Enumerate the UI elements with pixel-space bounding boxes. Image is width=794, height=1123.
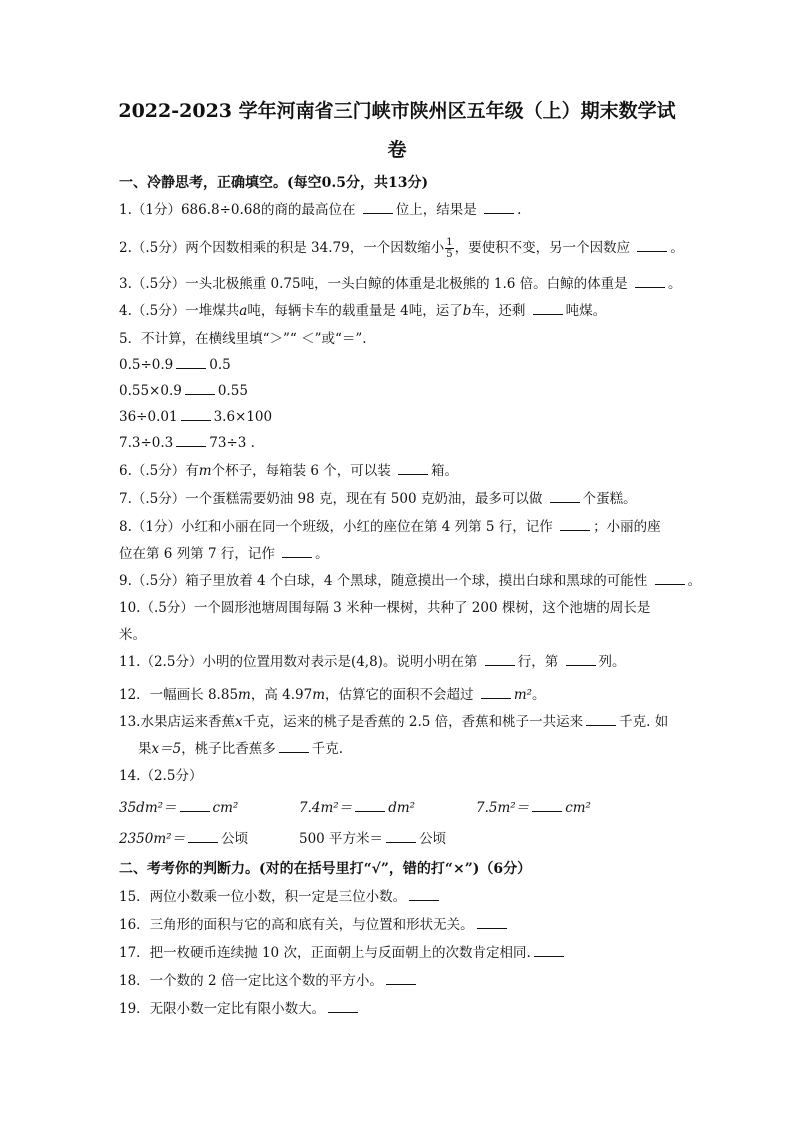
- q4-text-a: 4.（.5分）一堆煤共: [119, 303, 240, 319]
- question-8-cont: [119, 545, 329, 563]
- answer-blank[interactable]: [534, 944, 564, 957]
- answer-blank[interactable]: [637, 239, 667, 252]
- q1-text-c: .: [517, 202, 522, 218]
- q1-text-b: 位上，结果是: [395, 202, 477, 218]
- section2-heading: 二、考考你的判断力。(对的在括号里打“√”，错的打“×”)（6分）: [119, 861, 532, 877]
- answer-blank[interactable]: [181, 408, 211, 421]
- judgement-item: [119, 972, 419, 990]
- answer-blank[interactable]: [481, 686, 511, 699]
- judgement-item: [119, 888, 442, 906]
- q3-text-a: 3.（.5分）一头北极熊重 0.75吨，一头白鲸的体重是北极熊的 1.6 倍。白鲸的体重是: [119, 276, 628, 292]
- fraction-one-fifth: [445, 237, 453, 260]
- question-5-intro: 5．不计算，在横线里填“＞”“ ＜”或“＝”.: [119, 331, 367, 347]
- answer-blank[interactable]: [188, 830, 218, 843]
- question-2: [119, 237, 684, 260]
- q11-text-b: 行，第: [517, 654, 559, 670]
- q3-text-b: 。: [667, 276, 682, 292]
- q13-text-g: 千克.: [311, 741, 343, 757]
- q5-item-right: 73÷3 .: [209, 435, 255, 451]
- question-1: [119, 201, 521, 219]
- answer-blank[interactable]: [635, 275, 665, 288]
- answer-blank[interactable]: [532, 799, 562, 812]
- answer-blank[interactable]: [180, 799, 210, 812]
- answer-blank[interactable]: [409, 888, 439, 901]
- q12-text-b: ，高 4.97: [250, 687, 313, 703]
- answer-blank[interactable]: [398, 462, 428, 475]
- question-14-label: 14.（2.5分）: [119, 768, 203, 784]
- judgement-text: 17．把一枚硬币连续抛 10 次，正面朝上与反面朝上的次数肯定相同.: [119, 945, 531, 961]
- q8-text-a: 8.（1分）小红和小丽在同一个班级，小红的座位在第 4 列第 5 行，记作: [119, 519, 553, 535]
- q14-item-left: 2350m²＝: [119, 831, 186, 847]
- answer-blank[interactable]: [484, 201, 514, 214]
- q8-text-d: 。: [315, 546, 329, 562]
- judgement-item: [119, 916, 510, 934]
- answer-blank[interactable]: [560, 518, 590, 531]
- question-11: [119, 653, 626, 671]
- q4-text-d: 吨煤。: [565, 303, 607, 319]
- q5-item-left: 7.3÷0.3: [119, 435, 174, 451]
- q14-item: [119, 799, 238, 817]
- q14-item-unit: 公顷: [419, 831, 447, 847]
- q7-text-b: 个蛋糕。: [582, 491, 637, 507]
- q8-text-c: 位在第 6 列第 7 行，记作: [119, 546, 275, 562]
- q14-item: [119, 830, 248, 848]
- q1-text-a: 1.（1分）686.8÷0.68的商的最高位在: [119, 202, 356, 218]
- answer-blank[interactable]: [477, 916, 507, 929]
- q12-area-unit: m²: [513, 687, 533, 703]
- q4-text-b: 吨，每辆卡车的载重量是 4吨，运了: [247, 303, 463, 319]
- q6-text-b: 个杯子，每箱装 6 个，可以装: [211, 463, 391, 479]
- exam-title-line1: 2022-2023 学年河南省三门峡市陕州区五年级（上）期末数学试: [118, 100, 676, 122]
- question-8: [119, 518, 661, 536]
- q14-item: [299, 830, 446, 848]
- q4-variable-b: b: [462, 303, 472, 319]
- q8-text-b: ；小丽的座: [593, 519, 661, 535]
- q14-item: [476, 799, 591, 817]
- q12-unit: m: [238, 687, 251, 703]
- q7-text-a: 7.（.5分）一个蛋糕需要奶油 98 克，现在有 500 克奶油，最多可以做: [119, 491, 543, 507]
- q6-text-a: 6.（.5分）有: [119, 463, 199, 479]
- q5-item-right: 3.6×100: [213, 409, 273, 425]
- q5-item: [119, 408, 272, 426]
- judgement-item: [119, 1000, 361, 1018]
- question-12: [119, 686, 546, 704]
- q5-item-left: 0.5÷0.9: [119, 357, 174, 373]
- q2-text-c: 。: [670, 240, 684, 256]
- q6-text-c: 箱。: [431, 463, 459, 479]
- q14-item-left: 500 平方米＝: [299, 831, 384, 847]
- q13-text-d: 果: [138, 741, 152, 757]
- question-9: [119, 572, 701, 590]
- answer-blank[interactable]: [279, 740, 309, 753]
- q5-item: [119, 382, 248, 400]
- q6-variable-m: m: [198, 463, 212, 479]
- q13-text-a: 13.水果店运来香蕉: [119, 714, 235, 730]
- q13-text-b: 千克，运来的桃子是香蕉的 2.5 倍，香蕉和桃子一共运来: [242, 714, 584, 730]
- q14-item-left: 35dm²＝: [119, 800, 177, 816]
- answer-blank[interactable]: [533, 302, 563, 315]
- answer-blank[interactable]: [355, 799, 385, 812]
- judgement-text: 19．无限小数一定比有限小数大。: [119, 1001, 326, 1017]
- question-7: [119, 490, 637, 508]
- judgement-item: [119, 944, 567, 962]
- q14-item-left: 7.4m²＝: [299, 800, 353, 816]
- q13-text-c: 千克. 如: [619, 714, 669, 730]
- q14-item-left: 7.5m²＝: [476, 800, 530, 816]
- question-13: [119, 713, 668, 731]
- answer-blank[interactable]: [363, 201, 393, 214]
- q12-text-c: ，估算它的面积不会超过: [325, 687, 474, 703]
- question-10-cont: 米。: [119, 627, 146, 643]
- question-4: [119, 302, 606, 320]
- q14-item: [299, 799, 415, 817]
- q9-text-b: 。: [687, 573, 702, 589]
- answer-blank[interactable]: [328, 1000, 358, 1013]
- answer-blank[interactable]: [485, 653, 515, 666]
- q5-item: [119, 356, 231, 374]
- answer-blank[interactable]: [386, 972, 416, 985]
- q4-text-c: 车，还剩: [471, 303, 526, 319]
- answer-blank[interactable]: [586, 713, 616, 726]
- q12-unit: m: [312, 687, 326, 703]
- answer-blank[interactable]: [566, 653, 596, 666]
- q11-text-a: 11.（2.5分）小明的位置用数对表示是(4,8)。说明小明在第: [119, 654, 478, 670]
- q13-text-f: ，桃子比香蕉多: [181, 741, 276, 757]
- q13-variable-x: x: [234, 714, 243, 730]
- q14-item-unit: dm²: [388, 800, 416, 816]
- q5-item: [119, 434, 255, 452]
- answer-blank[interactable]: [185, 382, 215, 395]
- q5-item-left: 0.55×0.9: [119, 383, 182, 399]
- section1-heading: 一、冷静思考，正确填空。(每空0.5分，共13分): [119, 175, 429, 191]
- q14-item-unit: 公顷: [221, 831, 249, 847]
- q14-item-unit: cm²: [565, 800, 591, 816]
- answer-blank[interactable]: [176, 434, 206, 447]
- judgement-text: 15．两位小数乘一位小数，积一定是三位小数。: [119, 889, 407, 905]
- judgement-text: 16．三角形的面积与它的高和底有关，与位置和形状无关。: [119, 917, 474, 933]
- answer-blank[interactable]: [550, 490, 580, 503]
- fraction-denominator: 5: [446, 249, 453, 260]
- exam-title-line2: 卷: [387, 139, 407, 161]
- q2-text-b: ，要使积不变，另一个因数应: [454, 240, 631, 256]
- question-10: 10.（.5分）一个圆形池塘周围每隔 3 米种一棵树，共种了 200 棵树，这个池塘的周长是: [119, 600, 651, 616]
- q9-text-a: 9.（.5分）箱子里放着 4 个白球，4 个黑球，随意摸出一个球，摸出白球和黑球的可能性: [119, 573, 648, 589]
- q2-text-a: 2.（.5分）两个因数相乘的积是 34.79，一个因数缩小: [119, 240, 445, 256]
- q5-item-left: 36÷0.01: [119, 409, 178, 425]
- answer-blank[interactable]: [386, 830, 416, 843]
- question-6: [119, 462, 458, 480]
- question-13-cont: [138, 740, 343, 758]
- q5-item-right: 0.55: [217, 383, 248, 399]
- answer-blank[interactable]: [655, 572, 685, 585]
- question-3: [119, 275, 681, 293]
- judgement-text: 18．一个数的 2 倍一定比这个数的平方小。: [119, 973, 383, 989]
- q12-text-a: 12．一幅画长 8.85: [119, 687, 239, 703]
- q13-condition: x＝5: [151, 741, 182, 757]
- answer-blank[interactable]: [282, 545, 312, 558]
- q11-text-c: 列。: [598, 654, 626, 670]
- q12-text-e: 。: [532, 687, 546, 703]
- fraction-numerator: 1: [446, 237, 453, 248]
- q5-item-right: 0.5: [209, 357, 231, 373]
- answer-blank[interactable]: [176, 356, 206, 369]
- q4-variable-a: a: [239, 303, 248, 319]
- q14-item-unit: cm²: [212, 800, 239, 816]
